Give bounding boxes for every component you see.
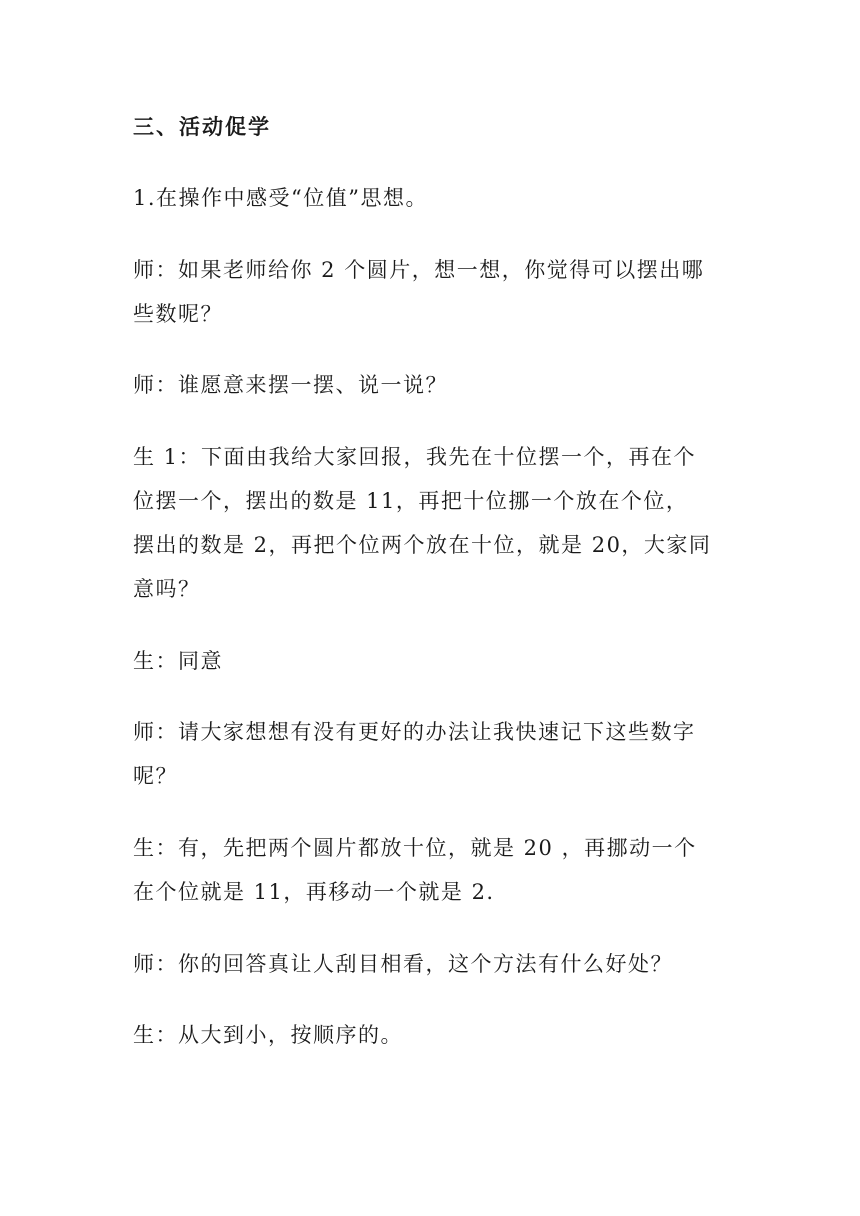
paragraph-line: 在个位就是 11，再移动一个就是 2. — [133, 880, 495, 904]
paragraph-line: 意吗？ — [133, 577, 201, 601]
paragraph-line: 生：从大到小，按顺序的。 — [133, 1023, 403, 1047]
paragraph-line: 生：同意 — [133, 649, 223, 673]
paragraph-line: 师：你的回答真让人刮目相看，这个方法有什么好处？ — [133, 952, 673, 976]
paragraph-line: 师：如果老师给你 2 个圆片，想一想，你觉得可以摆出哪 — [133, 258, 705, 282]
paragraph-line: 位摆一个，摆出的数是 11，再把十位挪一个放在个位， — [133, 489, 689, 513]
paragraph-line: 生：有，先把两个圆片都放十位，就是 20 ，再挪动一个 — [133, 836, 697, 860]
subsection-heading: 1.在操作中感受“位值”思想。 — [133, 186, 429, 210]
paragraph-line: 摆出的数是 2，再把个位两个放在十位，就是 20，大家同 — [133, 533, 712, 557]
paragraph-line: 师：谁愿意来摆一摆、说一说？ — [133, 373, 448, 397]
section-heading: 三、活动促学 — [133, 114, 271, 139]
paragraph-line: 生 1：下面由我给大家回报，我先在十位摆一个，再在个 — [133, 445, 697, 469]
paragraph-line: 师：请大家想想有没有更好的办法让我快速记下这些数字 — [133, 720, 696, 744]
paragraph-line: 些数呢？ — [133, 302, 223, 326]
paragraph-line: 呢？ — [133, 764, 178, 788]
